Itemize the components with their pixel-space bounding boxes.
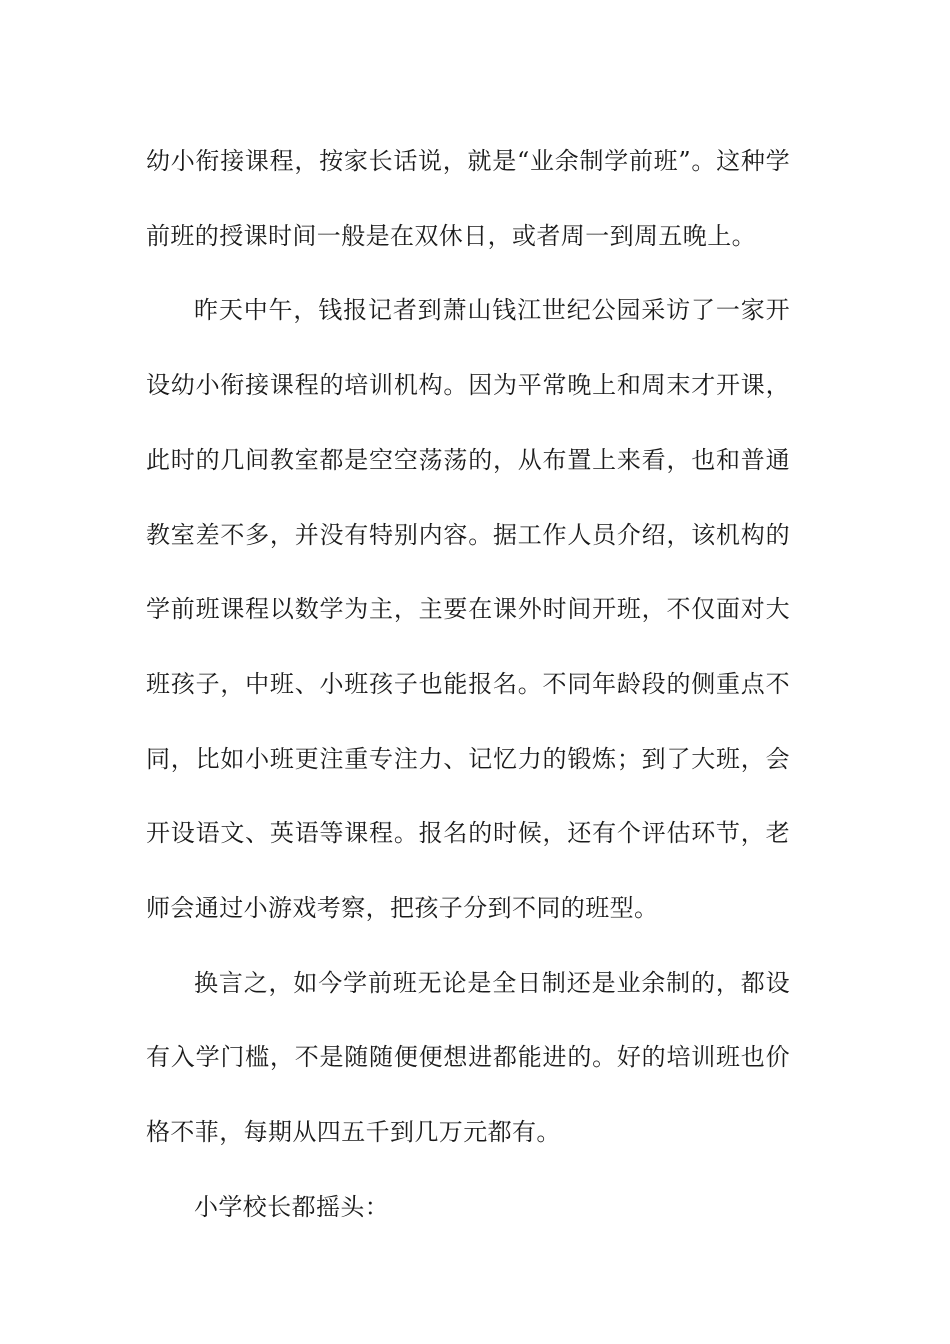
paragraph-1: 幼小衔接课程，按家长话说，就是“业余制学前班”。这种学前班的授课时间一般是在双休日，或者周一到周五晚上。 <box>146 147 790 250</box>
paragraph-3: 换言之，如今学前班无论是全日制还是业余制的，都设有入学门槛，不是随随便便想进都能进的。好的培训班也价格不菲，每期从四五千到几万元都有。 <box>146 968 790 1147</box>
document-body <box>146 124 790 1245</box>
paragraph-2: 昨天中午，钱报记者到萧山钱江世纪公园采访了一家开设幼小衔接课程的培训机构。因为平常晚上和周末才开课，此时的几间教室都是空空荡荡的，从布置上来看，也和普通教室差不多，并没有特别内容。据工作人员介绍，该机构的学前班课程以数学为主，主要在课外时间开班，不仅面对大班孩子，中班、小班孩子也能报名。不同年龄段的侧重点不同，比如小班更注重专注力、记忆力的锻炼；到了大班，会开设语文、英语等课程。报名的时候，还有个评估环节，老师会通过小游戏考察，把孩子分到不同的班型。 <box>146 296 790 923</box>
paragraph-4-heading: 小学校长都摇头： <box>194 1192 390 1221</box>
